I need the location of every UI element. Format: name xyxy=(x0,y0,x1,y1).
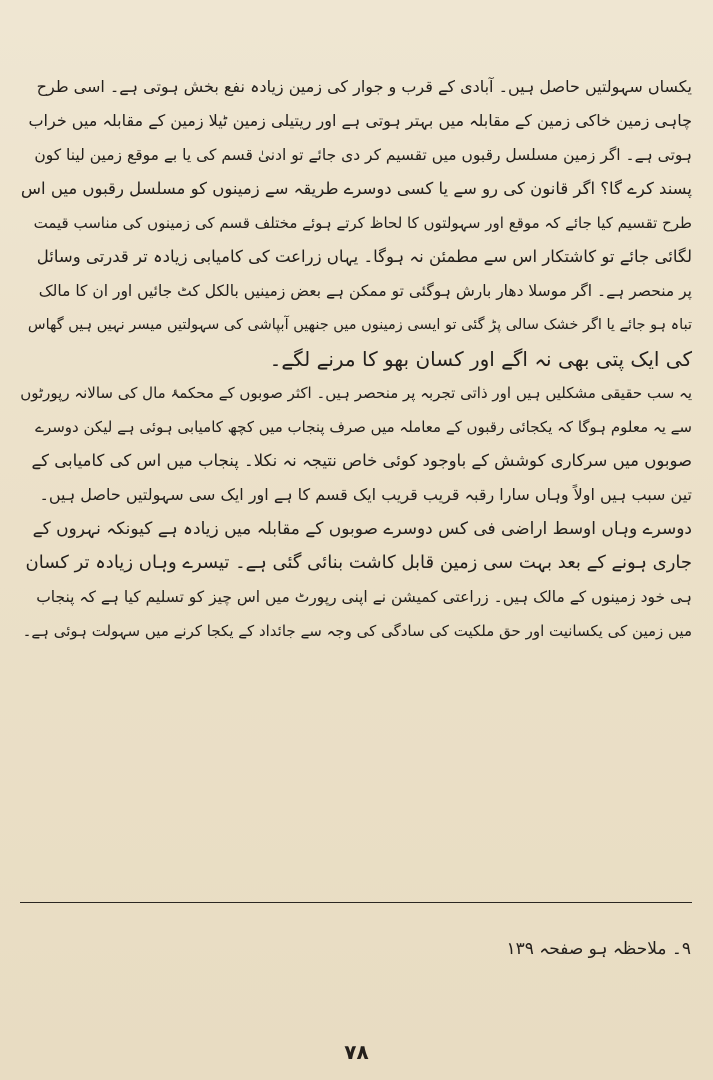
text-line: ہوتی ہے۔ اگر زمین مسلسل رقبوں میں تقسیم کر دی جائے تو ادنیٰ قسم کی یا بے موقع زمین لینا کون xyxy=(34,146,692,164)
text-line: یہ سب حقیقی مشکلیں ہیں اور ذاتی تجربہ پر منحصر ہیں۔ اکثر صوبوں کے محکمۂ مال کی سالانہ رپورٹوں xyxy=(20,384,692,402)
body-text xyxy=(20,70,692,648)
paragraph-1 xyxy=(20,70,692,376)
text-line: یکساں سہولتیں حاصل ہیں۔ آبادی کے قرب و جوار کی زمین زیادہ نفع بخش ہوتی ہے۔ اسی طرح xyxy=(36,77,692,96)
paragraph-2 xyxy=(20,376,692,648)
footnote-divider xyxy=(20,902,692,903)
text-line: میں زمین کی یکسانیت اور حق ملکیت کی سادگی کی وجہ سے جائداد کے یکجا کرنے میں سہولت ہوئی ہے۔ xyxy=(22,622,692,640)
footnote: ۹۔ ملاحظہ ہو صفحہ ۱۳۹ xyxy=(506,939,691,959)
page-number: ۷۸ xyxy=(344,1040,369,1064)
text-line: تباہ ہو جائے یا اگر خشک سالی پڑ گئی تو ایسی زمینوں میں جنھیں آبپاشی کی سہولتیں میسر نہیں ہیں گھاس xyxy=(27,317,692,333)
text-line: سے یہ معلوم ہوگا کہ یکجائی رقبوں کے معاملہ میں صرف پنجاب میں کچھ کامیابی ہوئی ہے لیکن دوسرے xyxy=(35,418,692,436)
text-line: طرح تقسیم کیا جائے کہ موقع اور سہولتوں کا لحاظ کرتے ہوئے مختلف قسم کی زمینوں کی مناسب قیمت xyxy=(33,214,692,232)
text-line: صوبوں میں سرکاری کوشش کے باوجود کوئی خاص نتیجہ نہ نکلا۔ پنجاب میں اس کی کامیابی کے xyxy=(31,451,692,470)
text-line: چاہی زمین خاکی زمین کے مقابلہ میں بہتر ہوتی ہے اور ریتیلی زمین ٹیلا زمین کے مقابلہ میں خراب xyxy=(28,111,692,130)
text-line: پسند کرے گا؟ اگر قانون کی رو سے یا کسی دوسرے طریقہ سے زمینوں کو مسلسل رقبوں میں اس xyxy=(20,179,692,198)
text-line: جاری ہونے کے بعد بہت سی زمین قابل کاشت بنائی گئی ہے۔ تیسرے وہاں زیادہ تر کسان xyxy=(25,552,692,573)
text-line: کی ایک پتی بھی نہ اگے اور کسان بھو کا مرنے لگے۔ xyxy=(269,347,692,371)
text-line: تین سبب ہیں اولاً وہاں سارا رقبہ قریب قریب ایک قسم کا ہے اور ایک سی سہولتیں حاصل ہیں۔ xyxy=(39,485,692,504)
text-line: دوسرے وہاں اوسط اراضی فی کس دوسرے صوبوں کے مقابلہ میں زیادہ ہے کیونکہ نہروں کے xyxy=(32,519,692,539)
text-line: لگائی جائے تو کاشتکار اس سے مطمئن نہ ہوگا۔ یہاں زراعت کی کامیابی زیادہ تر قدرتی وسائل xyxy=(36,247,692,266)
text-line: ہی خود زمینوں کے مالک ہیں۔ زراعتی کمیشن نے اپنی رپورٹ میں اس چیز کو تسلیم کیا ہے کہ پنجاب xyxy=(36,588,692,606)
text-line: پر منحصر ہے۔ اگر موسلا دھار بارش ہوگئی تو ممکن ہے بعض زمینیں بالکل کٹ جائیں اور ان کا مالک xyxy=(38,282,692,300)
